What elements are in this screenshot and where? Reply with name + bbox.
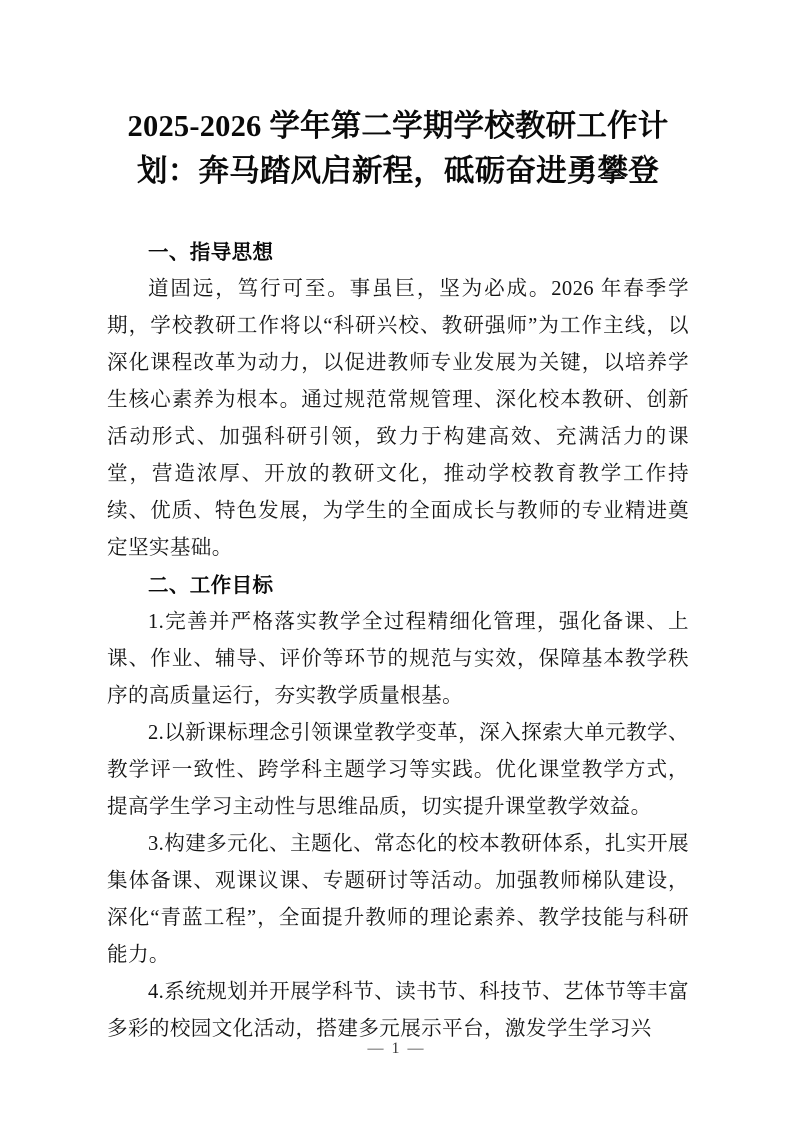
section-2-paragraph-4: 4.系统规划并开展学科节、读书节、科技节、艺体节等丰富多彩的校园文化活动，搭建多元展示平台，激发学生学习兴 — [107, 981, 689, 1040]
section-2-paragraph-3: 3.构建多元化、主题化、常态化的校本教研体系，扎实开展集体备课、观课议课、专题研讨等活动。加强教师梯队建设，深化“青蓝工程”，全面提升教师的理论素养、教学技能与科研能力。 — [107, 833, 689, 966]
title-body-spacer — [107, 194, 689, 234]
page-number-footer: — 1 — — [367, 1040, 426, 1057]
section-2-paragraph-2: 2.以新课标理念引领课堂教学变革，深入探索大单元教学、教学评一致性、跨学科主题学习等实践。优化课堂教学方式，提高学生学习主动性与思维品质，切实提升课堂教学效益。 — [107, 722, 689, 818]
section-2-paragraph-1: 1.完善并严格落实教学全过程精细化管理，强化备课、上课、作业、辅导、评价等环节的规范与实效，保障基本教学秩序的高质量运行，夯实教学质量根基。 — [107, 611, 689, 707]
section-heading-1: 一、指导思想 — [148, 241, 274, 264]
section-heading-2: 二、工作目标 — [148, 574, 274, 597]
doc-title-line-2: 划：奔马踏风启新程，砥砺奋进勇攀登 — [137, 154, 659, 188]
section-1-paragraph-1: 道固远，笃行可至。事虽巨，坚为必成。2026 年春季学期，学校教研工作将以“科研兴校、教研强师”为工作主线，以深化课程改革为动力，以促进教师专业发展为关键，以培养学生核心素养为根本。通过规范常规管理、深化校本教研、创新活动形式、加强科研引领，致力于构建高效、充满活力的课堂，营造浓厚、开放的教研文化，推动学校教育教学工作持续、优质、特色发展，为学生的全面成长与教师的专业精进奠定坚实基础。 — [107, 278, 689, 559]
page-title — [107, 104, 689, 194]
doc-title-line-1: 2025-2026 学年第二学期学校教研工作计 — [127, 109, 669, 143]
document-content — [107, 104, 689, 1048]
